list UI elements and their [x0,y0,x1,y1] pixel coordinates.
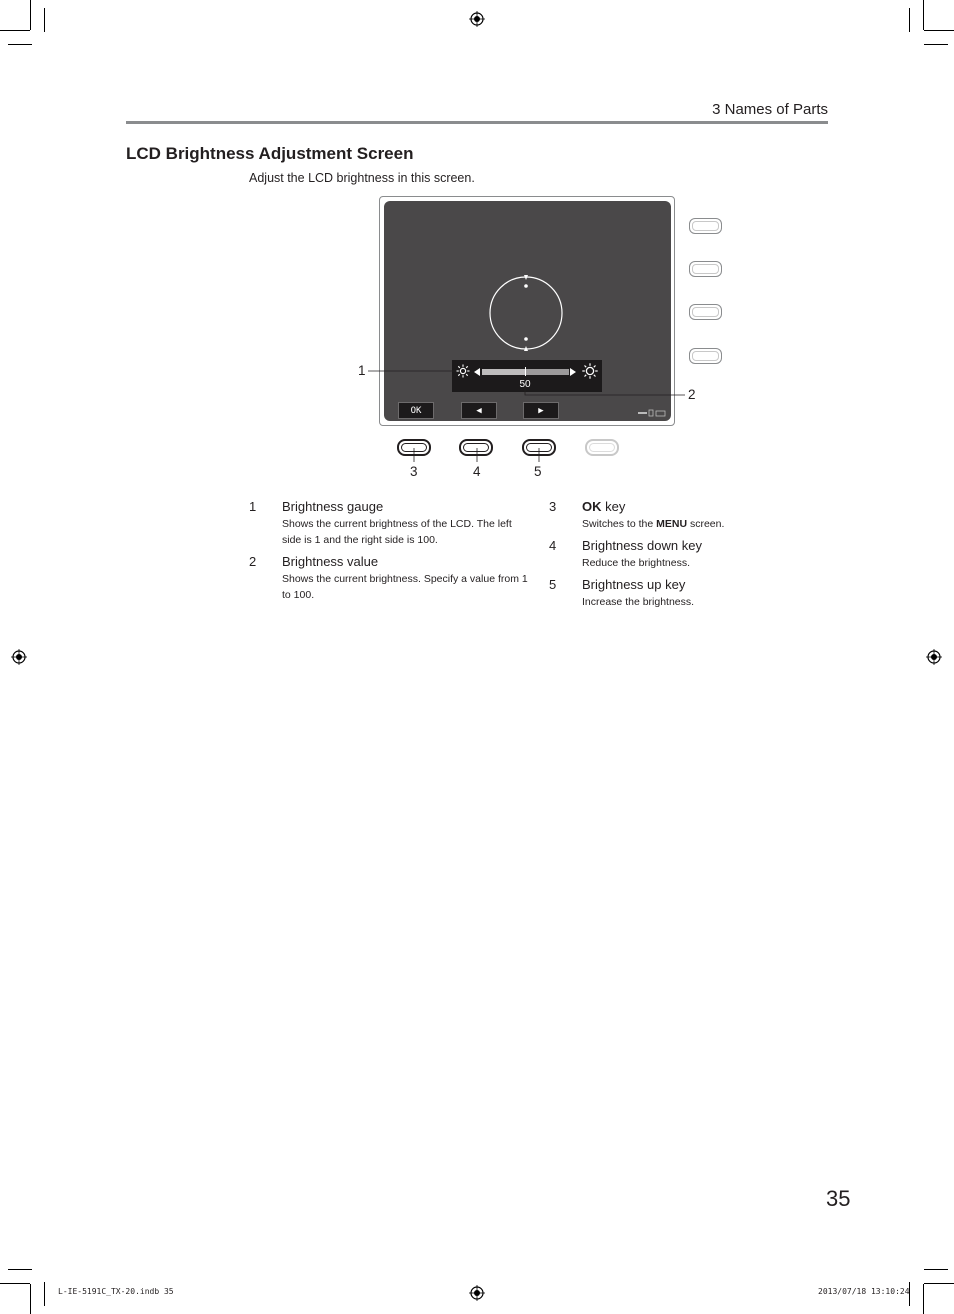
dial-icon [488,275,564,351]
registration-mark-icon [469,1285,485,1301]
item-description: Reduce the brightness. [582,557,690,569]
side-button [689,218,722,234]
item-title: Brightness down key [582,538,702,553]
item-description: Shows the current brightness. Specify a value from 1 to 100. [282,573,528,601]
item-title: Brightness up key [582,577,686,592]
footer-timestamp: 2013/07/18 13:10:24 [818,1287,910,1296]
page-title: LCD Brightness Adjustment Screen [126,144,414,163]
callout-leader-lines [360,360,700,470]
item-description: Increase the brightness. [582,596,695,608]
callout-4: 4 [473,464,481,479]
desc-prefix: Switches to the [582,518,657,530]
callout-5: 5 [534,464,542,479]
item-title [582,499,625,514]
side-button [689,304,722,320]
callout-1: 1 [358,363,366,378]
registration-mark-icon [469,11,485,27]
ok-key-label: OK [582,499,602,514]
page-number: 35 [826,1186,851,1211]
callout-2: 2 [688,387,696,402]
brightness-value: 50 [519,379,531,390]
intro-text: Adjust the LCD brightness in this screen. [249,171,475,185]
softkey-left: ◀ [461,402,497,419]
item-number: 4 [549,538,557,553]
item-number: 3 [549,499,557,514]
softkey-right: ▶ [523,402,559,419]
item-number: 2 [249,554,257,569]
footer-file-info: L-IE-5191C_TX-20.indb 35 [58,1287,174,1296]
item-number: 5 [549,577,557,592]
item-title: Brightness value [282,554,379,569]
registration-mark-icon [926,649,942,665]
key-suffix: key [601,499,626,514]
side-button [689,261,722,277]
item-description: Shows the current brightness of the LCD. The left side is 1 and the right side is 100. [282,518,512,546]
section-header: 3 Names of Parts [712,101,828,118]
softkey-ok: OK [398,402,434,419]
item-title: Brightness gauge [282,499,384,514]
registration-mark-icon [11,649,27,665]
header-rule [126,121,828,124]
item-description [582,516,782,532]
item-number: 1 [249,499,257,514]
callout-3: 3 [410,464,418,479]
menu-label: MENU [656,518,688,530]
desc-suffix: screen. [687,518,725,530]
